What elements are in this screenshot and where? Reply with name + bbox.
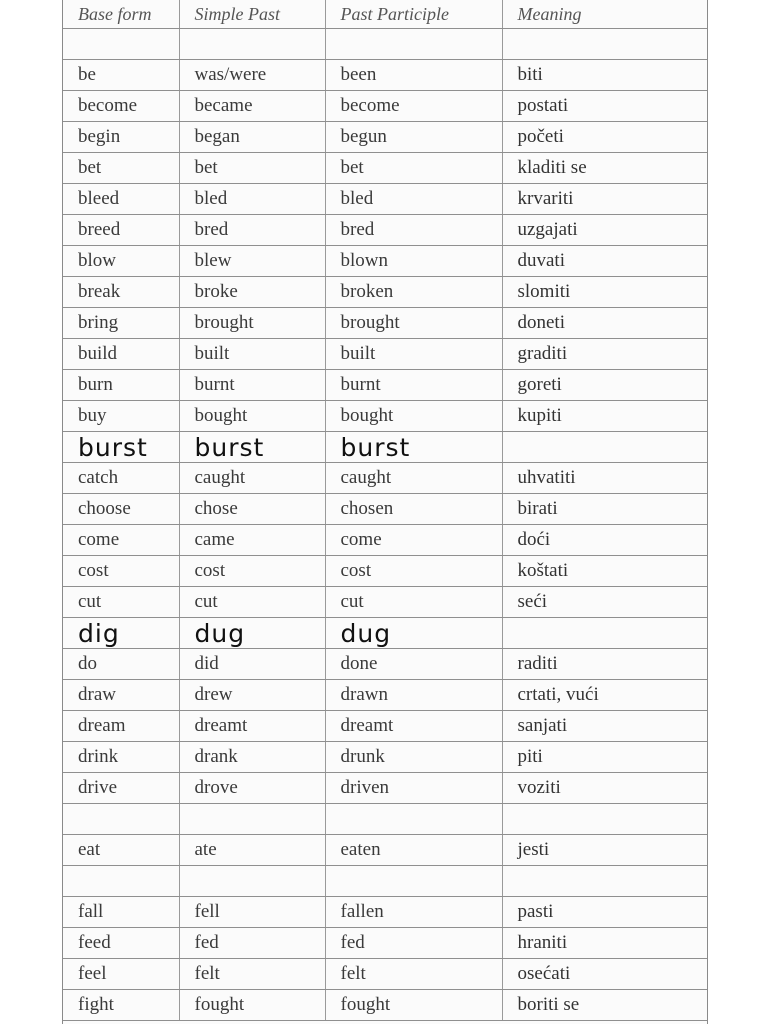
table-row: [63, 742, 707, 773]
table-row: [63, 990, 707, 1021]
cell-meaning: doneti: [502, 308, 707, 339]
cell-meaning: jesti: [502, 835, 707, 866]
cell-base-form: buy: [63, 401, 179, 432]
cell-past-participle: fought: [325, 990, 502, 1021]
table-row: [63, 897, 707, 928]
cell-past-participle: bought: [325, 401, 502, 432]
cell-simple-past: became: [179, 91, 325, 122]
cell-base-form: come: [63, 525, 179, 556]
cell-simple-past: brought: [179, 308, 325, 339]
cell-base-form: build: [63, 339, 179, 370]
cell-past-participle: dreamt: [325, 711, 502, 742]
cell-meaning: seći: [502, 587, 707, 618]
table-row: [63, 556, 707, 587]
cell-simple-past: began: [179, 122, 325, 153]
cell-simple-past: dreamt: [179, 711, 325, 742]
table-row: [63, 711, 707, 742]
table-row: [63, 773, 707, 804]
cell-base-form: fight: [63, 990, 179, 1021]
cell-simple-past: chose: [179, 494, 325, 525]
cell-simple-past: was/were: [179, 60, 325, 91]
cell-meaning: osećati: [502, 959, 707, 990]
header-row: [63, 0, 707, 29]
cell-meaning: kladiti se: [502, 153, 707, 184]
cell-base-form: feel: [63, 959, 179, 990]
cell-meaning: crtati, vući: [502, 680, 707, 711]
cell-meaning: postati: [502, 91, 707, 122]
irregular-verbs-table: [63, 0, 707, 1021]
cell-base-form: [63, 804, 179, 835]
verb-rows: [63, 29, 707, 1021]
table-row: [63, 959, 707, 990]
cell-meaning: pasti: [502, 897, 707, 928]
cell-simple-past: fed: [179, 928, 325, 959]
table-row: [63, 215, 707, 246]
cell-base-form: blow: [63, 246, 179, 277]
cell-simple-past: drew: [179, 680, 325, 711]
table-row: [63, 835, 707, 866]
table-row: [63, 122, 707, 153]
cell-past-participle: burst: [325, 432, 502, 463]
cell-meaning: [502, 432, 707, 463]
cell-simple-past: [179, 804, 325, 835]
cell-past-participle: fed: [325, 928, 502, 959]
cell-simple-past: [179, 29, 325, 60]
cell-meaning: uzgajati: [502, 215, 707, 246]
cell-meaning: duvati: [502, 246, 707, 277]
cell-simple-past: caught: [179, 463, 325, 494]
cell-base-form: cost: [63, 556, 179, 587]
cell-simple-past: blew: [179, 246, 325, 277]
handwritten-row: [63, 618, 707, 649]
cell-past-participle: become: [325, 91, 502, 122]
cell-base-form: [63, 29, 179, 60]
cell-past-participle: blown: [325, 246, 502, 277]
table-row: [63, 649, 707, 680]
cell-meaning: krvariti: [502, 184, 707, 215]
cell-base-form: begin: [63, 122, 179, 153]
table-row: [63, 463, 707, 494]
cell-past-participle: felt: [325, 959, 502, 990]
cell-past-participle: [325, 866, 502, 897]
table-row: [63, 91, 707, 122]
cell-past-participle: dug: [325, 618, 502, 649]
cell-base-form: feed: [63, 928, 179, 959]
header-simple-past: Simple Past: [179, 0, 325, 29]
cell-base-form: drink: [63, 742, 179, 773]
cell-past-participle: caught: [325, 463, 502, 494]
table-row: [63, 277, 707, 308]
cell-base-form: bleed: [63, 184, 179, 215]
cell-past-participle: burnt: [325, 370, 502, 401]
table-row: [63, 184, 707, 215]
blank-row: [63, 866, 707, 897]
cell-simple-past: dug: [179, 618, 325, 649]
cell-meaning: početi: [502, 122, 707, 153]
cell-meaning: sanjati: [502, 711, 707, 742]
cell-meaning: [502, 866, 707, 897]
cell-base-form: choose: [63, 494, 179, 525]
cell-past-participle: done: [325, 649, 502, 680]
cell-base-form: breed: [63, 215, 179, 246]
cell-meaning: koštati: [502, 556, 707, 587]
cell-meaning: [502, 618, 707, 649]
cell-base-form: drive: [63, 773, 179, 804]
cell-base-form: do: [63, 649, 179, 680]
cell-meaning: goreti: [502, 370, 707, 401]
cell-meaning: birati: [502, 494, 707, 525]
cell-meaning: [502, 804, 707, 835]
table-row: [63, 60, 707, 91]
cell-meaning: voziti: [502, 773, 707, 804]
table-row: [63, 525, 707, 556]
cell-past-participle: bred: [325, 215, 502, 246]
cell-past-participle: eaten: [325, 835, 502, 866]
cell-past-participle: driven: [325, 773, 502, 804]
cell-base-form: cut: [63, 587, 179, 618]
cell-past-participle: been: [325, 60, 502, 91]
table-row: [63, 246, 707, 277]
table-row: [63, 370, 707, 401]
cell-meaning: raditi: [502, 649, 707, 680]
cell-base-form: dream: [63, 711, 179, 742]
cell-base-form: break: [63, 277, 179, 308]
table-row: [63, 680, 707, 711]
blank-row: [63, 804, 707, 835]
cell-past-participle: [325, 804, 502, 835]
header-past-participle: Past Participle: [325, 0, 502, 29]
cell-base-form: [63, 866, 179, 897]
cell-base-form: fall: [63, 897, 179, 928]
cell-base-form: burst: [63, 432, 179, 463]
cell-meaning: [502, 29, 707, 60]
cell-base-form: dig: [63, 618, 179, 649]
cell-simple-past: [179, 866, 325, 897]
cell-past-participle: [325, 29, 502, 60]
cell-base-form: burn: [63, 370, 179, 401]
cell-meaning: doći: [502, 525, 707, 556]
cell-past-participle: begun: [325, 122, 502, 153]
worksheet-page: [62, 0, 708, 1024]
cell-simple-past: broke: [179, 277, 325, 308]
cell-simple-past: fought: [179, 990, 325, 1021]
cell-past-participle: built: [325, 339, 502, 370]
cell-meaning: graditi: [502, 339, 707, 370]
cell-past-participle: bet: [325, 153, 502, 184]
handwritten-row: [63, 432, 707, 463]
cell-past-participle: cost: [325, 556, 502, 587]
cell-past-participle: broken: [325, 277, 502, 308]
cell-past-participle: fallen: [325, 897, 502, 928]
cell-simple-past: built: [179, 339, 325, 370]
cell-simple-past: bled: [179, 184, 325, 215]
cell-simple-past: burnt: [179, 370, 325, 401]
cell-past-participle: brought: [325, 308, 502, 339]
cell-past-participle: drunk: [325, 742, 502, 773]
cell-simple-past: felt: [179, 959, 325, 990]
table-row: [63, 308, 707, 339]
cell-simple-past: cut: [179, 587, 325, 618]
cell-meaning: piti: [502, 742, 707, 773]
cell-meaning: biti: [502, 60, 707, 91]
cell-meaning: hraniti: [502, 928, 707, 959]
cell-base-form: be: [63, 60, 179, 91]
cell-base-form: bring: [63, 308, 179, 339]
header-meaning: Meaning: [502, 0, 707, 29]
table-row: [63, 401, 707, 432]
cell-meaning: uhvatiti: [502, 463, 707, 494]
blank-row: [63, 29, 707, 60]
cell-simple-past: cost: [179, 556, 325, 587]
cell-base-form: catch: [63, 463, 179, 494]
cell-simple-past: came: [179, 525, 325, 556]
header-base-form: Base form: [63, 0, 179, 29]
cell-past-participle: chosen: [325, 494, 502, 525]
cell-past-participle: bled: [325, 184, 502, 215]
cell-simple-past: ate: [179, 835, 325, 866]
cell-base-form: become: [63, 91, 179, 122]
cell-base-form: eat: [63, 835, 179, 866]
table-row: [63, 928, 707, 959]
cell-simple-past: drove: [179, 773, 325, 804]
cell-simple-past: bred: [179, 215, 325, 246]
cell-simple-past: fell: [179, 897, 325, 928]
cell-simple-past: burst: [179, 432, 325, 463]
table-row: [63, 494, 707, 525]
cell-meaning: kupiti: [502, 401, 707, 432]
cell-base-form: bet: [63, 153, 179, 184]
table-row: [63, 587, 707, 618]
cell-past-participle: cut: [325, 587, 502, 618]
cell-simple-past: bet: [179, 153, 325, 184]
cell-meaning: slomiti: [502, 277, 707, 308]
cell-base-form: draw: [63, 680, 179, 711]
cell-simple-past: did: [179, 649, 325, 680]
cell-simple-past: drank: [179, 742, 325, 773]
cell-meaning: boriti se: [502, 990, 707, 1021]
table-row: [63, 339, 707, 370]
cell-simple-past: bought: [179, 401, 325, 432]
cell-past-participle: drawn: [325, 680, 502, 711]
table-row: [63, 153, 707, 184]
cell-past-participle: come: [325, 525, 502, 556]
